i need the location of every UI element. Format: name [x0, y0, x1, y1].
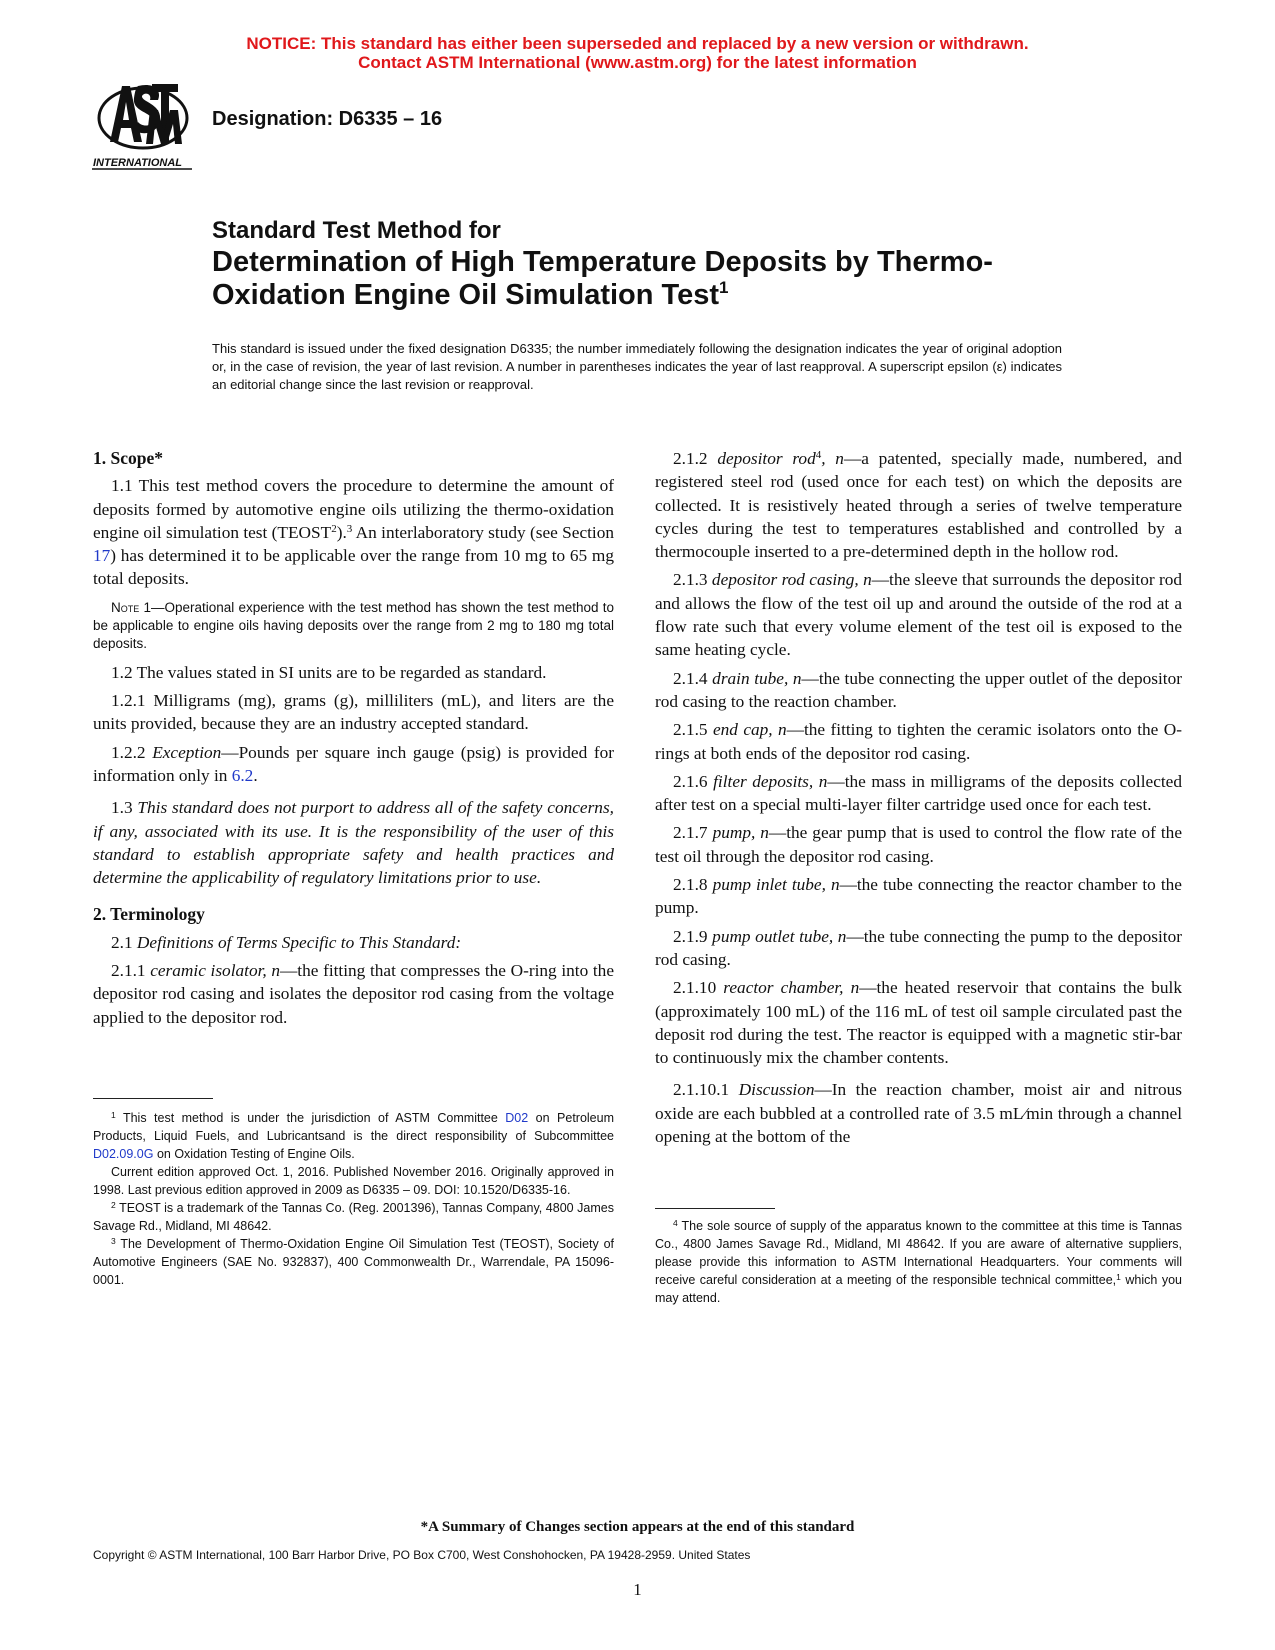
footnote-2: $^2$ TEOST is a trademark of the Tannas Co. (Reg. 2001396), Tannas Company, 4800 James Savage Rd., Midland, MI 48642.	[93, 1200, 614, 1233]
link-d02-09-0g[interactable]: D02.09.0G	[93, 1147, 154, 1161]
para-2-1-3: 2.1.3 depositor rod casing, n—the sleeve that surrounds the depositor rod and allows the flow of the test oil up and around the outside of the rod at a flow rate such that every volume element of the test oil is exposed to the same heating cycle.	[655, 570, 1182, 660]
footnote-1-edition: Current edition approved Oct. 1, 2016. Published November 2016. Originally approved in 1998. Last previous edition approved in 2009 as D6335 – 09. DOI: 10.1520/D6335-16.	[93, 1165, 614, 1197]
para-1-2-1: 1.2.1 Milligrams (mg), grams (g), milliliters (mL), and liters are the units provided, because they are an industry accepted standard.	[93, 691, 614, 734]
page-number: 1	[633, 1580, 642, 1599]
note-1: Note 1—Operational experience with the test method has shown the test method to be applicable to engine oils having deposits over the range from 2 mg to 180 mg total deposits.	[93, 599, 614, 651]
title-line-1: Standard Test Method for	[212, 217, 501, 244]
footnotes-right	[655, 1217, 1182, 1307]
para-2-1-10-1: 2.1.10.1 Discussion—In the reaction chamber, moist air and nitrous oxide are each bubbled at a controlled rate of 3.5 mL⁄min through a channel opening at the bottom of the	[655, 1080, 1183, 1147]
para-2-1-7: 2.1.7 pump, n—the gear pump that is used to control the flow rate of the test oil through the depositor rod casing.	[655, 823, 1182, 866]
title-footnote-ref: 1	[719, 278, 729, 297]
title-line-3: Oxidation Engine Oil Simulation Test$^1$	[212, 278, 729, 311]
para-2-1: 2.1 Definitions of Terms Specific to This Standard:	[111, 932, 462, 952]
para-1-2: 1.2 The values stated in SI units are to be regarded as standard.	[111, 662, 547, 682]
para-1-2-2: 1.2.2 Exception—Pounds per square inch gauge (psig) is provided for information only in 6.2.	[93, 742, 614, 785]
left-column	[93, 447, 614, 1034]
para-1-1: 1.1 This test method covers the procedure to determine the amount of deposits formed by automotive engine oils utilizing the thermo-oxidation engine oil simulation test (TEOST$^2$).$^3$ An interlaboratory study (see Section 17) has determined it to be applicable over the range from 10 mg to 65 mg total deposits.	[93, 476, 614, 589]
para-2-1-5: 2.1.5 end cap, n—the fitting to tighten the ceramic isolators onto the O-rings at both ends of the depositor rod casing.	[655, 720, 1182, 763]
preamble: This standard is issued under the fixed designation D6335; the number immediately following the designation indicates the year of original adoption or, in the case of revision, the year of last revision. A number in parentheses indicates the year of last reapproval. A superscript epsilon (ε) indicates an editorial change since the last revision or reapproval.	[212, 341, 1062, 392]
copyright: Copyright © ASTM International, 100 Barr Harbor Drive, PO Box C700, West Conshohocken, PA 19428-2959. United States	[93, 1548, 751, 1562]
footnote-1: $^1$ This test method is under the jurisdiction of ASTM Committee D02 on Petroleum Products, Liquid Fuels, and Lubricantsand is the direct responsibility of Subcommittee D02.09.0G on Oxidation Testing of Engine Oils.	[93, 1110, 615, 1161]
para-2-1-8: 2.1.8 pump inlet tube, n—the tube connecting the reactor chamber to the pump.	[655, 875, 1182, 918]
para-2-1-2: 2.1.2 depositor rod$^4$, n—a patented, specially made, numbered, and registered steel rod (used once for each test) on which the deposits are collected. It is resistively heated through a series of twelve temperature cycles during the test to temperatures established and controlled by a thermocouple inserted to a pre-determined depth in the hollow rod.	[655, 449, 1183, 562]
notice-banner	[0, 34, 1275, 72]
link-section-17[interactable]: 17	[93, 546, 111, 566]
link-6-2[interactable]: 6.2	[231, 765, 254, 785]
designation: Designation: D6335 – 16	[212, 108, 443, 130]
notice-line-2: Contact ASTM International (www.astm.org) for the latest information	[358, 53, 917, 72]
footnote-4: $^4$ The sole source of supply of the apparatus known to the committee at this time is Tannas Co., 4800 James Savage Rd., Midland, MI 48642. If you are aware of alternative suppliers, please provide this information to ASTM International Headquarters. Your comments will receive careful consideration at a meeting of the responsible technical committee,$^1$ which you may attend.	[655, 1218, 1182, 1305]
para-2-1-9: 2.1.9 pump outlet tube, n—the tube connecting the pump to the depositor rod casing.	[655, 926, 1182, 969]
footnote-rule-right	[655, 1208, 775, 1209]
document-title	[212, 216, 1072, 312]
para-1-3: 1.3 This standard does not purport to address all of the safety concerns, if any, associated with its use. It is the responsibility of the user of this standard to establish appropriate safety and health practices and determine the applicability of regulatory limitations prior to use.	[93, 798, 614, 888]
para-2-1-1: 2.1.1 ceramic isolator, n—the fitting that compresses the O-ring into the depositor rod casing and isolates the depositor rod casing from the voltage applied to the depositor rod.	[93, 961, 614, 1027]
para-2-1-4: 2.1.4 drain tube, n—the tube connecting the upper outlet of the depositor rod casing to the reaction chamber.	[655, 668, 1182, 711]
section-heading-scope: 1. Scope*	[93, 448, 163, 468]
title-line-2: Determination of High Temperature Deposits by Thermo-	[212, 246, 993, 278]
right-column	[655, 447, 1182, 1153]
link-d02[interactable]: D02	[505, 1111, 529, 1125]
notice-line-1: NOTICE: This standard has either been superseded and replaced by a new version or withdrawn.	[246, 34, 1029, 53]
para-2-1-6: 2.1.6 filter deposits, n—the mass in milligrams of the deposits collected after test on a special multi-layer filter cartridge used once for each test.	[655, 771, 1182, 815]
astm-logo	[92, 80, 194, 172]
footnote-3: $^3$ The Development of Thermo-Oxidation Engine Oil Simulation Test (TEOST), Society of Automotive Engineers (SAE No. 932837), 400 Commonwealth Dr., Warrendale, PA 15096-0001.	[93, 1236, 614, 1287]
summary-of-changes-note: *A Summary of Changes section appears at the end of this standard	[420, 1519, 855, 1535]
para-2-1-10: 2.1.10 reactor chamber, n—the heated reservoir that contains the bulk (approximately 100 mL) of the 116 mL of test oil sample circulated past the deposit rod during the test. The reactor is equipped with a magnetic stir-bar to continuously mix the chamber contents.	[655, 978, 1182, 1068]
footnotes-left	[93, 1109, 614, 1289]
logo-caption: INTERNATIONAL	[93, 157, 183, 169]
footnote-rule-left	[93, 1098, 213, 1099]
section-heading-terminology: 2. Terminology	[93, 904, 205, 925]
